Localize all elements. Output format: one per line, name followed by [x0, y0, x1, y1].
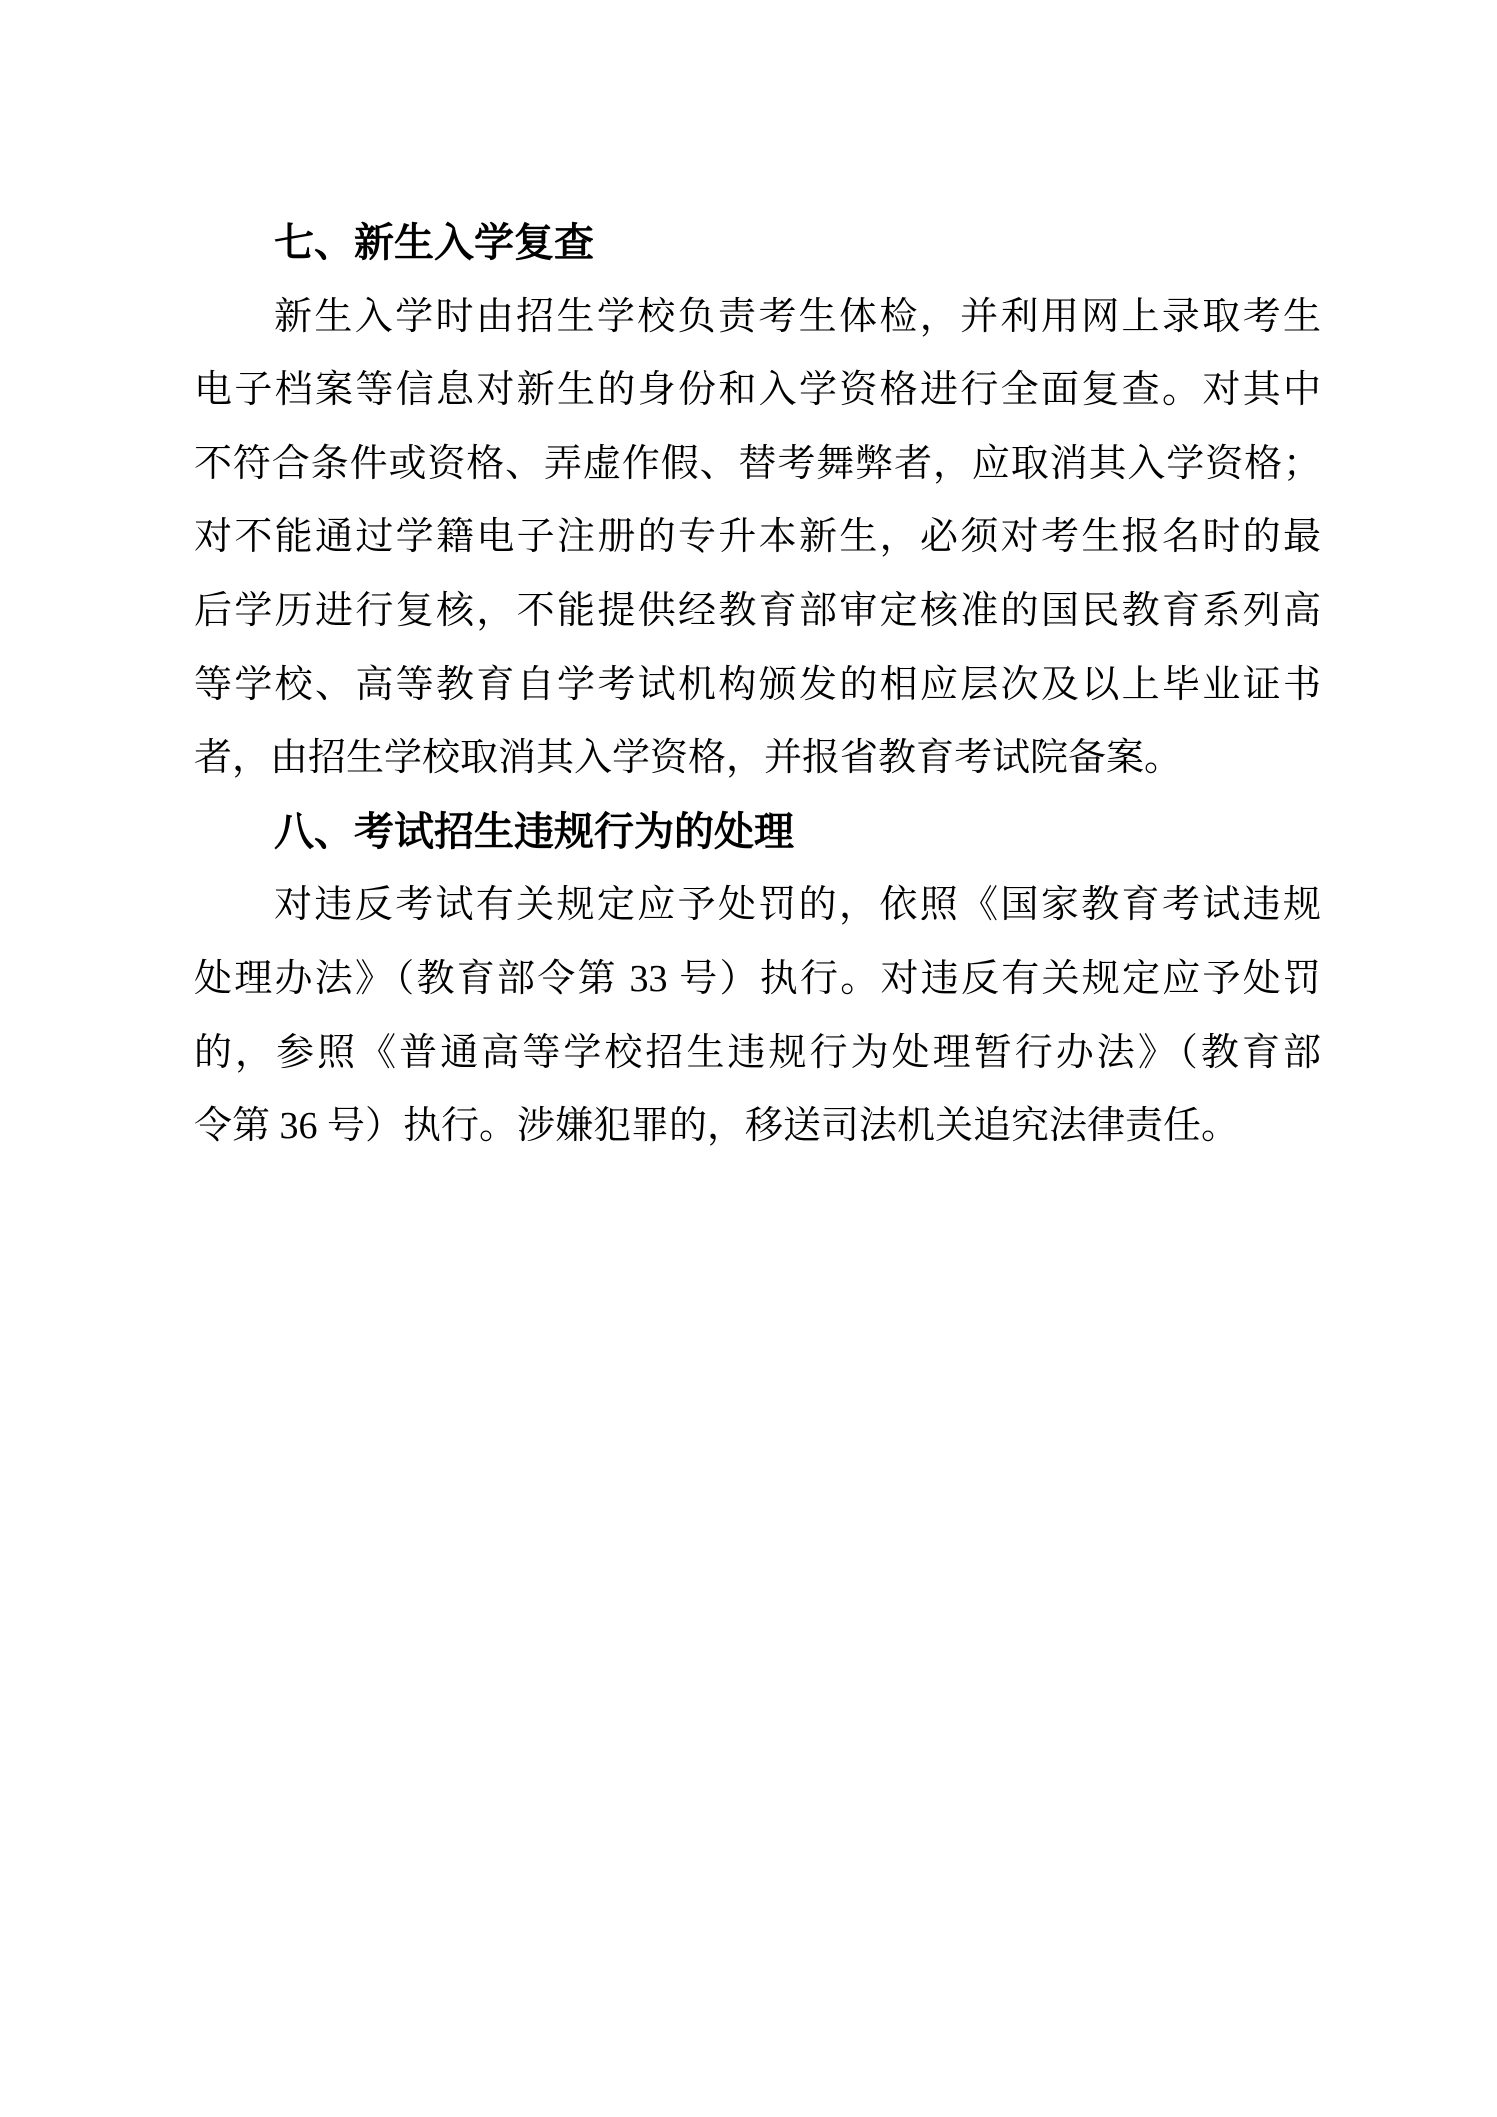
paragraph-line: 令第 36 号）执行。涉嫌犯罪的，移送司法机关追究法律责任。: [194, 1105, 1240, 1148]
paragraph-line: 者，由招生学校取消其入学资格，并报省教育考试院备案。: [194, 737, 1183, 780]
paragraph-line: 处理办法》（教育部令第 33 号）执行。对违反有关规定应予处罚: [194, 957, 1321, 1000]
paragraph-line: 后学历进行复核，不能提供经教育部审定核准的国民教育系列高: [194, 589, 1321, 632]
document-body: [194, 207, 1321, 1164]
paragraph-line: 对不能通过学籍电子注册的专升本新生，必须对考生报名时的最: [194, 516, 1321, 559]
paragraph-line: 不符合条件或资格、弄虚作假、替考舞弊者，应取消其入学资格；: [194, 442, 1321, 485]
section-heading-8-violation-handling: 八、考试招生违规行为的处理: [274, 809, 794, 854]
paragraph-line: 电子档案等信息对新生的身份和入学资格进行全面复查。对其中: [194, 369, 1321, 412]
paragraph-line: 对违反考试有关规定应予处罚的，依照《国家教育考试违规: [274, 884, 1321, 927]
paragraph-line: 的，参照《普通高等学校招生违规行为处理暂行办法》（教育部: [194, 1031, 1321, 1074]
paragraph-line: 新生入学时由招生学校负责考生体检，并利用网上录取考生: [274, 295, 1321, 338]
section-heading-7-enrollment-recheck: 七、新生入学复查: [274, 221, 594, 265]
paragraph-line: 等学校、高等教育自学考试机构颁发的相应层次及以上毕业证书: [194, 663, 1321, 706]
